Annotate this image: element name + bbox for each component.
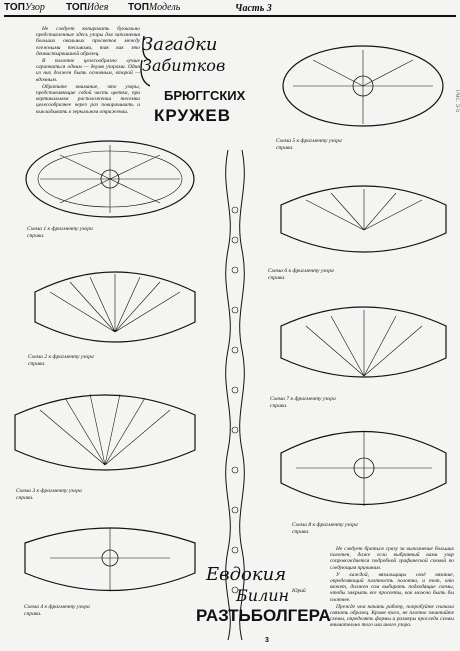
author-note: Юрий <box>292 588 306 594</box>
author-line-2: Билин <box>236 586 290 605</box>
article-title <box>138 30 246 150</box>
outro-paragraph: У каждой, вязальщицы своё вязание, определяющий плотность полотна, и тот, кто вяжет, должен сам выбирать подходящие схемы, чтобы закрыть все просветы, как можно быть бы плотнее. <box>330 571 454 603</box>
scheme-caption: Схема 1 к фрагменту узора справа. <box>27 226 93 239</box>
side-text: Рис. 3-5 <box>454 90 460 113</box>
scheme-6-diagram <box>276 175 451 265</box>
scheme-8-diagram <box>276 418 451 518</box>
outro-paragraph: Не следует браться сразу за выполнение больших полотен, даже если выбранный вами узор сопровождается подробной графической схемой по следующим причинам. <box>330 546 454 571</box>
title-line-3: БРЮГГСКИХ <box>164 88 246 103</box>
title-line-2: Забитков <box>142 56 226 75</box>
intro-paragraph: Обратите внимание, что узоры, представляющие собой часть цветка, при вертикальном расположении тесемки целесообразнее через раз поворачивать и выкладывать в зеркальном отражении. <box>36 83 140 115</box>
scheme-4-diagram <box>20 518 200 603</box>
scheme-caption: Схема 3 к фрагменту узора справа. <box>16 488 82 501</box>
scheme-5-diagram <box>278 40 448 135</box>
intro-paragraph: Не следует копировать буквально представленные здесь узоры для заполнения больших овальных просветов между ележными тесьмами, так как это дочнистырвшиной образец. <box>36 26 140 57</box>
part-label: Часть 3 <box>235 3 272 14</box>
header-tab-2: TOПИдея <box>66 2 109 13</box>
scheme-caption: Схема 2 к фрагменту узора справа. <box>28 354 94 367</box>
header-rule <box>4 15 456 17</box>
outro-text <box>330 546 454 630</box>
scheme-3-diagram <box>10 380 200 485</box>
header-tab-3: TOПМодель <box>128 2 181 13</box>
intro-text <box>36 26 140 116</box>
author-line-1: Евдокия <box>206 564 287 585</box>
scheme-7-diagram <box>276 296 451 391</box>
author-line-3: РАЗТЬБОЛГЕРА <box>196 606 331 625</box>
intro-paragraph: В полотне целесообразно лучше огранчиться одним — двумя узорами. Один из них должен быть основным, второй — вдочным. <box>36 58 140 83</box>
scheme-caption: Схема 8 к фрагменту узора справа. <box>292 522 358 535</box>
page-number: 3 <box>265 637 269 644</box>
title-line-4: КРУЖЕВ <box>154 106 232 125</box>
outro-paragraph: Прежде чем начать работу, попробуйте сначала связать образец. Кроме того, не плотно зачитайте схемы, определять формы и размеры проследа схемы внимательно того или иного узора. <box>330 603 454 629</box>
scheme-caption: Схема 7 к фрагменту узора справа. <box>270 396 336 409</box>
scheme-caption: Схема 4 к фрагменту узора справа. <box>24 604 90 617</box>
scheme-1-diagram <box>20 135 200 225</box>
scheme-caption: Схема 6 к фрагменту узора справа. <box>268 268 334 281</box>
scheme-caption: Схема 5 к фрагменту узора справа. <box>276 138 342 151</box>
header-tab-1: TOПУзор <box>4 2 45 13</box>
scheme-2-diagram <box>30 262 200 352</box>
page-header <box>4 2 456 22</box>
title-line-1: Загадки <box>142 34 218 55</box>
author-block <box>196 560 331 640</box>
